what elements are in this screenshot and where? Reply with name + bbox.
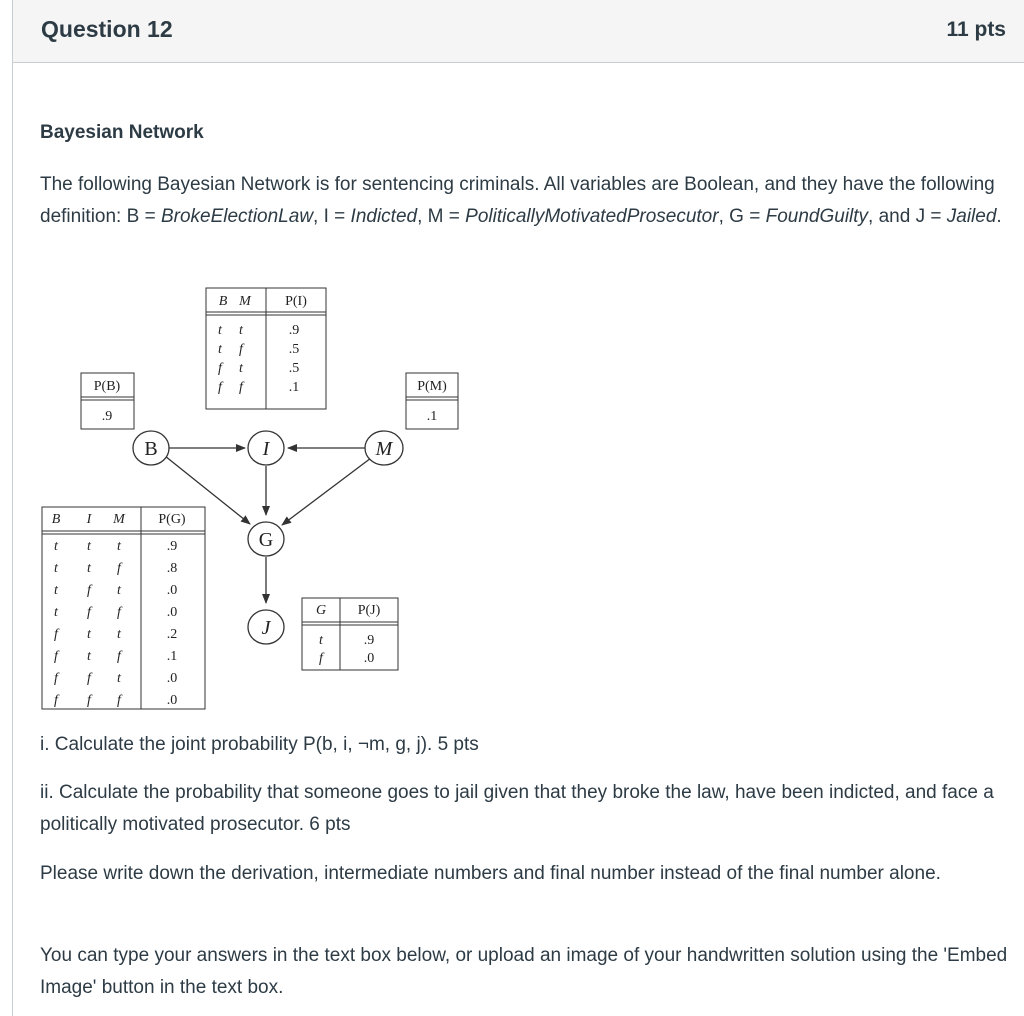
pg-header-m: M [113,512,125,527]
pi-cell: t [218,342,222,357]
pg-header-p: P(G) [158,512,186,527]
intro-sep: , M = [417,206,466,227]
node-m-label: M [375,438,393,460]
pg-cell: f [117,561,121,576]
pb-value: .9 [101,409,113,424]
pg-cell: t [117,539,121,554]
pi-header-b: B [218,294,228,309]
pg-cell: t [117,671,121,686]
pg-cell: .0 [166,583,178,598]
pg-cell: f [54,671,58,686]
instruction-text: Please write down the derivation, intermediate numbers and final number instead of the final number alone. [40,863,941,884]
m-definition: PoliticallyMotivatedProsecutor [465,206,719,227]
pj-cell: t [319,633,323,648]
pi-cell: t [239,323,243,338]
pm-value: .1 [426,409,438,424]
pi-header-m: M [239,294,251,309]
pg-cell: f [54,649,58,664]
pg-cell: t [87,561,91,576]
pj-header-p: P(J) [357,603,381,618]
pg-table [42,507,205,709]
pi-cell: f [239,380,243,395]
pg-cell: t [87,649,91,664]
pg-cell: f [87,605,91,620]
pg-cell: .8 [166,561,178,576]
pi-cell: .9 [288,323,300,338]
pg-cell: .1 [166,649,178,664]
intro-sep: , and J = [868,206,947,227]
intro-sep: , G = [718,206,766,227]
pg-cell: f [87,583,91,598]
pi-cell: .1 [288,380,300,395]
part-ii-text: ii. Calculate the probability that someone goes to jail given that they broke the law, have been indicted, and face a politically motivated prosecutor. 6 pts [40,782,994,835]
pg-cell: .0 [166,693,178,708]
j-definition: Jailed [946,206,997,227]
pg-cell: t [54,605,58,620]
pg-cell: f [117,605,121,620]
pg-cell: t [54,561,58,576]
section-heading: Bayesian Network [40,122,204,143]
intro-sep: , I = [313,206,351,227]
pg-cell: t [117,627,121,642]
pg-cell: t [87,627,91,642]
part-i-text: i. Calculate the joint probability P(b, i, ¬m, g, j). 5 pts [40,734,479,755]
pb-header: P(B) [93,379,121,394]
node-b-label: B [144,438,158,460]
intro-end: . [996,206,1002,227]
pg-cell: t [54,539,58,554]
pg-cell: .9 [166,539,178,554]
pg-cell: f [87,693,91,708]
pg-cell: t [87,539,91,554]
pg-header-b: B [51,512,61,527]
pg-cell: f [117,649,121,664]
pg-cell: f [54,693,58,708]
upload-instruction-text: You can type your answers in the text box below, or upload an image of your handwritten solution using the 'Embed Image' button in the text box. [40,945,1008,998]
question-points: 11 pts [946,18,1006,41]
pi-cell: .5 [288,342,300,357]
pj-cell: f [319,651,323,666]
node-i-label: I [262,438,270,460]
g-definition: FoundGuilty [765,206,869,227]
pg-cell: f [87,671,91,686]
pi-cell: t [239,361,243,376]
pg-cell: .2 [166,627,178,642]
question-title: Question 12 [41,16,173,42]
pj-cell: .0 [363,651,375,666]
pg-cell: .0 [166,605,178,620]
pg-cell: t [54,583,58,598]
node-g-label: G [258,529,274,551]
pm-header: P(M) [417,379,447,394]
pi-cell: f [239,342,243,357]
pj-header-g: G [315,603,327,618]
pg-cell: f [54,627,58,642]
pi-cell: .5 [288,361,300,376]
pg-cell: .0 [166,671,178,686]
node-j-label: J [261,617,271,639]
pi-cell: f [218,361,222,376]
pi-header-p: P(I) [285,294,307,309]
pg-cell: f [117,693,121,708]
pi-cell: f [218,380,222,395]
pg-cell: t [117,583,121,598]
pj-cell: .9 [363,633,375,648]
edge-m-g [282,458,371,525]
pi-cell: t [218,323,222,338]
i-definition: Indicted [350,206,418,227]
intro-text: The following Bayesian Network is for sentencing criminals. All variables are Boolean, and they have the following definition: B = [40,174,995,227]
pg-header-i: I [86,512,92,527]
b-definition: BrokeElectionLaw [160,206,314,227]
